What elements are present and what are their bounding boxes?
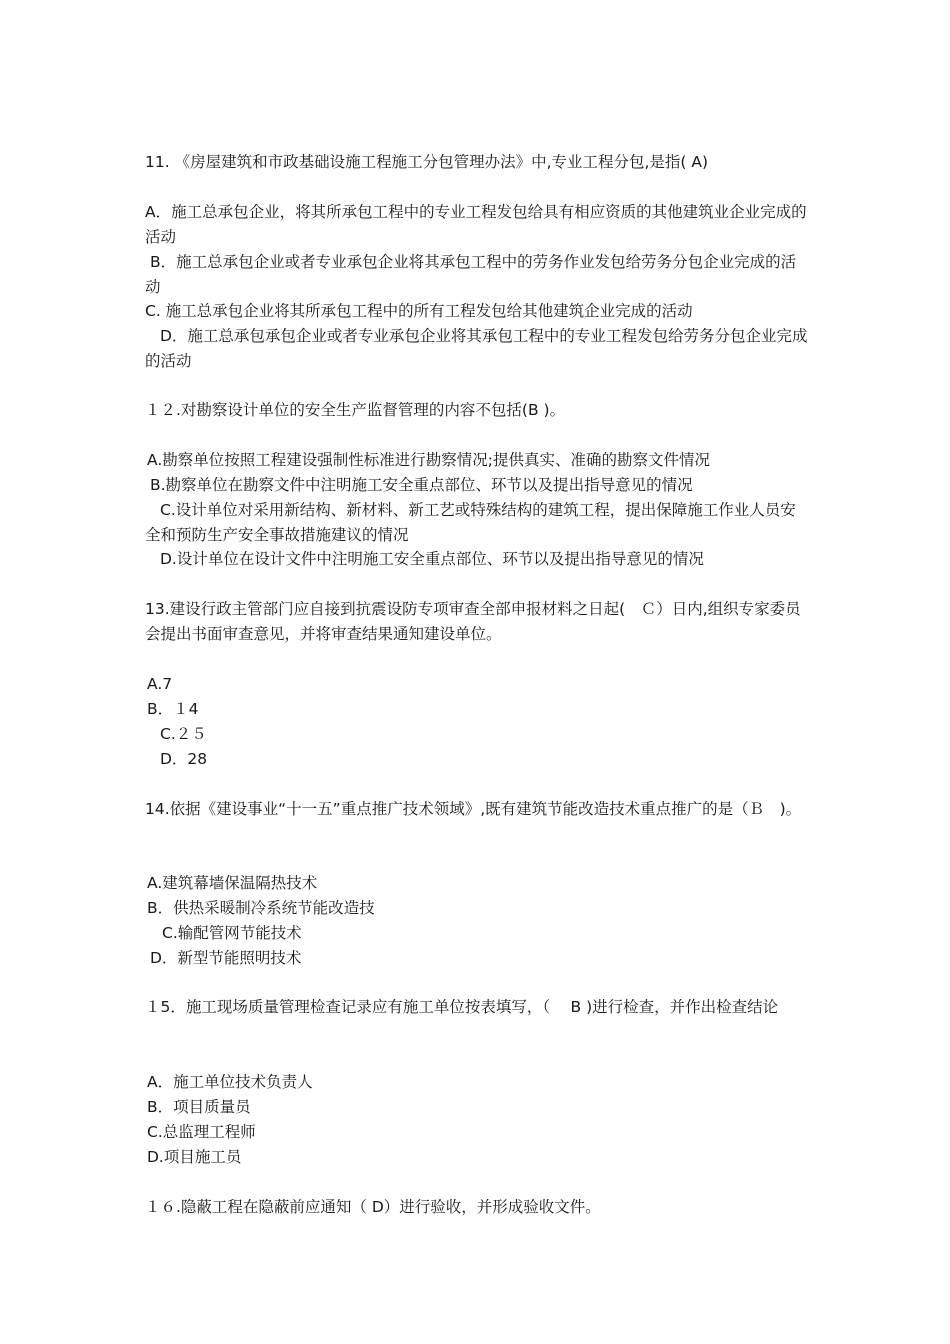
question-13-stem: 13.建设行政主管部门应自接到抗震设防专项审查全部申报材料之日起( Ｃ）日内,组织专家委员会提出书面审查意见，并将审查结果通知建设单位。 — [145, 600, 801, 643]
question-14-option-d: D．新型节能照明技术 — [150, 949, 302, 967]
question-12-option-c: C.设计单位对采用新结构、新材料、新工艺或特殊结构的建筑工程，提出保障施工作业人员安全和预防生产安全事故措施建议的情况 — [145, 501, 796, 544]
question-11-option-c: C. 施工总承包企业将其所承包工程中的所有工程发包给其他建筑企业完成的活动 — [145, 302, 693, 320]
question-12-stem: １２.对勘察设计单位的安全生产监督管理的内容不包括(B )。 — [145, 401, 566, 419]
question-14-option-c: C.输配管网节能技术 — [162, 924, 302, 942]
question-15-option-c: C.总监理工程师 — [147, 1123, 256, 1141]
question-14-option-a: A.建筑幕墙保温隔热技术 — [147, 874, 318, 892]
question-15-option-a: A．施工单位技术负责人 — [147, 1073, 313, 1091]
question-13-option-a: A.7 — [147, 675, 173, 693]
question-11-option-b: B．施工总承包企业或者专业承包企业将其承包工程中的劳务作业发包给劳务分包企业完成的活动 — [145, 253, 797, 296]
question-16-stem: １６.隐蔽工程在隐蔽前应通知（ D）进行验收，并形成验收文件。 — [145, 1198, 601, 1216]
question-13-option-b: B．１4 — [147, 700, 199, 718]
question-11-stem: 11. 《房屋建筑和市政基础设施工程施工分包管理办法》中,专业工程分包,是指( A) — [145, 153, 709, 171]
question-15-option-b: B．项目质量员 — [147, 1098, 251, 1116]
question-12-option-b: B.勘察单位在勘察文件中注明施工安全重点部位、环节以及提出指导意见的情况 — [150, 476, 693, 494]
question-15-stem: １5．施工现场质量管理检查记录应有施工单位按表填写，（ B )进行检查，并作出检查结论 — [145, 998, 779, 1016]
question-12-option-d: D.设计单位在设计文件中注明施工安全重点部位、环节以及提出指导意见的情况 — [160, 550, 704, 568]
question-11-option-d: D．施工总承包承包企业或者专业承包企业将其承包工程中的专业工程发包给劳务分包企业完成的活动 — [145, 327, 808, 370]
question-13-option-d: D．28 — [160, 750, 208, 768]
question-14-option-b: B．供热采暖制冷系统节能改造技 — [147, 899, 375, 917]
question-11-option-a: A．施工总承包企业，将其所承包工程中的专业工程发包给具有相应资质的其他建筑业企业完成的活动 — [145, 203, 807, 246]
question-12-option-a: A.勘察单位按照工程建设强制性标准进行勘察情况;提供真实、准确的勘察文件情况 — [147, 451, 710, 469]
question-13-option-c: C.２５ — [160, 725, 207, 743]
question-14-stem: 14.依据《建设事业“十一五”重点推广技术领域》,既有建筑节能改造技术重点推广的是（Ｂ )。 — [145, 800, 802, 818]
question-15-option-d: D.项目施工员 — [147, 1148, 242, 1166]
